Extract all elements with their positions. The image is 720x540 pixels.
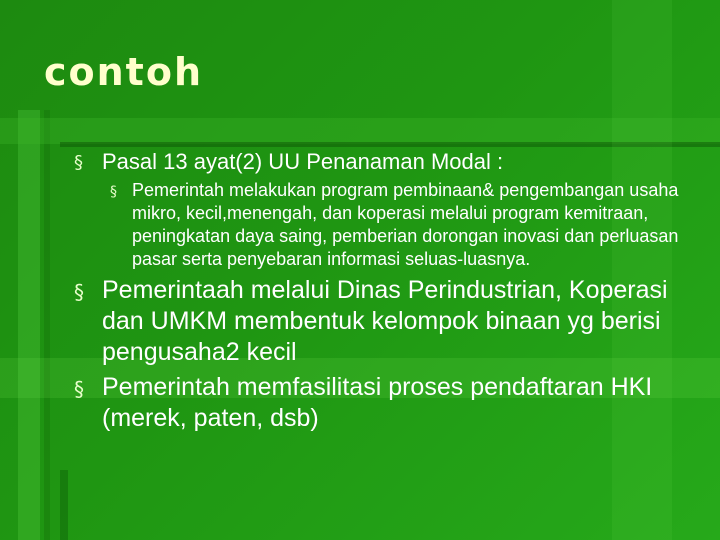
section-bullet-icon: § bbox=[74, 152, 83, 173]
section-bullet-icon: § bbox=[74, 377, 84, 401]
bullet-text: Pasal 13 ayat(2) UU Penanaman Modal : bbox=[102, 149, 504, 174]
bullet-text: Pemerintah memfasilitasi proses pendaftaran HKI (merek, paten, dsb) bbox=[102, 373, 653, 432]
decorative-stripe bbox=[44, 110, 50, 540]
section-bullet-icon: § bbox=[110, 184, 117, 200]
sub-bullet-text: Pemerintah melakukan program pembinaan& pengembangan usaha mikro, kecil,menengah, dan koperasi melalui program kemitraan, peningkatan daya saing, pemberian dorongan inovasi dan perluasan pasar serta penyebaran informasi seluas-luasnya. bbox=[132, 180, 679, 269]
decorative-stripe bbox=[18, 110, 40, 540]
slide-title: contoh bbox=[44, 50, 204, 94]
section-bullet-icon: § bbox=[74, 280, 84, 304]
bullet-item bbox=[74, 275, 694, 368]
bullet-item bbox=[74, 148, 694, 175]
bullet-list bbox=[74, 148, 694, 434]
bullet-text: Pemerintaah melalui Dinas Perindustrian, Koperasi dan UMKM membentuk kelompok binaan yg berisi pengusaha2 kecil bbox=[102, 276, 668, 366]
sub-bullet-item bbox=[110, 179, 694, 271]
bullet-item bbox=[74, 372, 694, 434]
decorative-stripe bbox=[60, 470, 68, 540]
